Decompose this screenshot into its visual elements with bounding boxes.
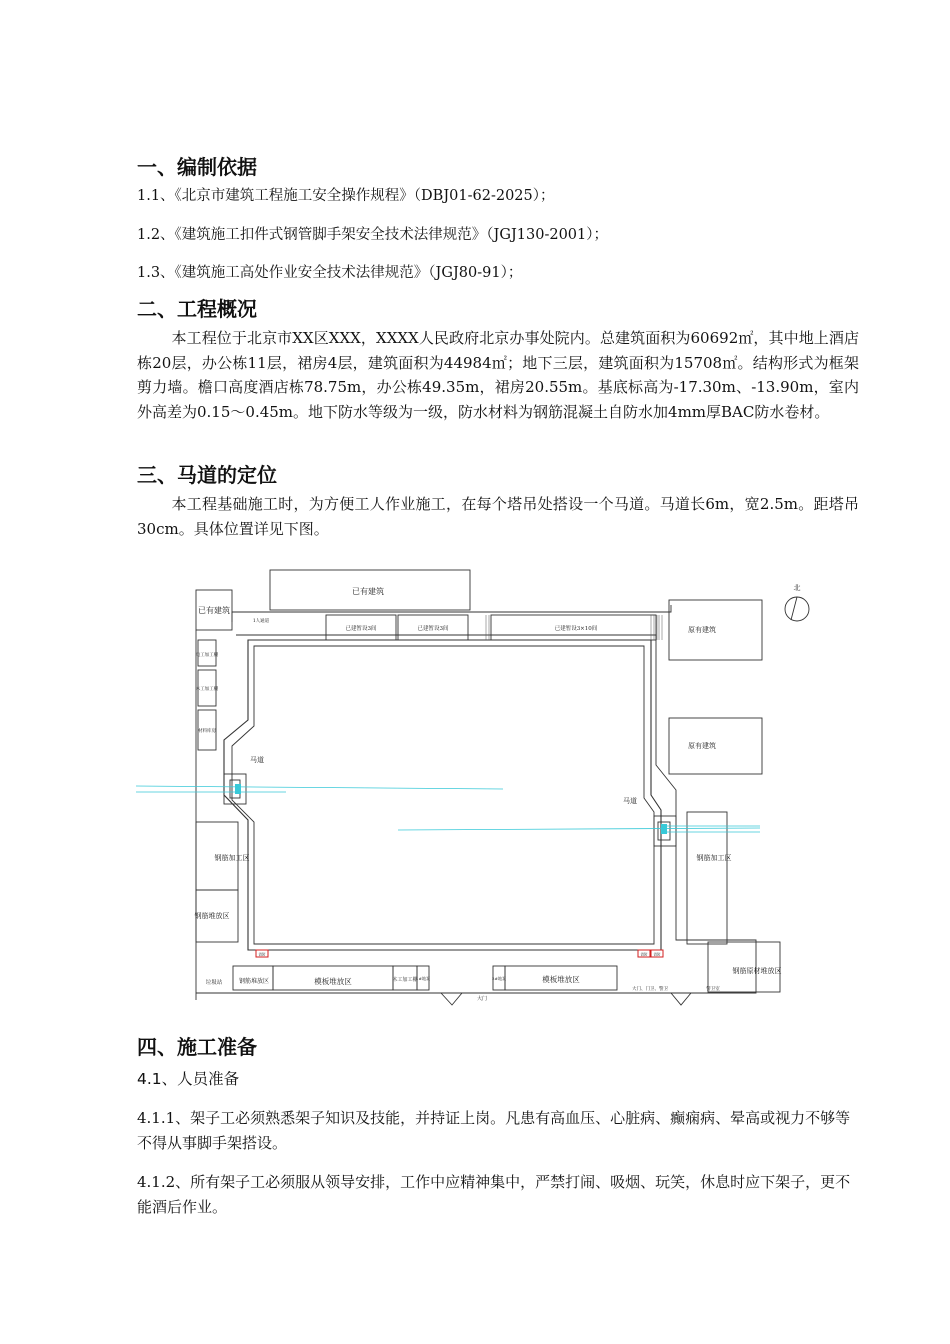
label-existing-top: 已有建筑 [352,587,384,596]
label-fire: 消防 [258,952,266,957]
reference-item: 1.3、《建筑施工高处作业安全技术法律规范》（JGJ80-91）； [137,265,523,281]
label-temp-3: 已建暂设3×10间 [554,626,598,632]
section-heading-overview: 二、工程概况 [137,297,257,321]
crane-jib-right [398,828,760,830]
reference-item: 1.2、《建筑施工扣件式钢管脚手架安全技术法律规范》（JGJ130-2001）； [137,227,608,243]
label-gate-guard: 大门、门卫、警卫 [632,987,668,992]
subsection-personnel: 4.1、人员准备 [137,1070,240,1088]
label-rebar-raw-right: 钢筋原材堆放区 [732,967,782,975]
label-pump-2: 2#地泵 [492,976,506,981]
label-garbage: 垃圾站 [205,980,223,986]
label-pump-1: 1#地泵 [416,976,430,981]
label-rebar-stack-left: 钢筋堆放区 [194,912,230,920]
section-heading-preparation: 四、施工准备 [137,1035,257,1059]
section-heading-basis: 一、编制依据 [137,155,257,179]
site-plan-drawing [136,560,801,1006]
overview-paragraph: 本工程位于北京市XX区XXX，XXXX人民政府北京办事处院内。总建筑面积为60692㎡，其中地上酒店栋20层，办公栋11层，裙房4层，建筑面积为44984㎡；地下三层，建筑面积为15708㎡。结构形式为框架剪力墙。檐口高度酒店栋78.75m，办公栋49.35m，裙房20.55m。基底标高为-17.30m、-13.90m，室内外高差为0.15～0.45m。地下防水等级为一级，防水材料为钢筋混凝土自防水加4mm厚BAC防水卷材。 [137,329,859,421]
preparation-item: 4.1.2、所有架子工必须服从领导安排，工作中应精神集中，严禁打闹、吸烟、玩笑，休息时应下架子，更不能酒后作业。 [137,1173,851,1216]
section-heading-ramp: 三、马道的定位 [137,463,277,487]
label-fire: 消防 [653,952,661,957]
reference-item: 1.1、《北京市建筑工程施工安全操作规程》（DBJ01-62-2025）； [137,188,555,204]
label-gate: 大门 [476,996,488,1002]
label-temp-2: 已建暂设3间 [417,626,449,632]
label-formwork-1: 模板堆放区 [314,977,352,986]
label-existing-left: 已有建筑 [198,606,230,615]
label-fire: 消防 [640,952,648,957]
label-original-1: 原有建筑 [688,626,716,634]
label-gate-small: 1人通道 [252,619,270,624]
label-left-box-3: 材料库房 [198,729,216,734]
label-formwork-2: 模板堆放区 [542,975,580,984]
label-guard: 警卫室 [706,987,720,992]
label-original-2: 原有建筑 [688,742,716,750]
label-north: 北 [793,584,801,592]
ramp-paragraph: 本工程基础施工时，为方便工人作业施工，在每个塔吊处搭设一个马道。马道长6m，宽2.5m。距塔吊30cm。具体位置详见下图。 [137,495,859,538]
label-rebar-process-left: 钢筋加工区 [214,854,250,862]
label-bottom-rebar: 钢筋堆放区 [238,978,270,985]
label-ramp-right: 马道 [623,797,637,805]
preparation-item: 4.1.1、架子工必须熟悉架子知识及技能，并持证上岗。凡患有高血压、心脏病、癫痫病、晕高或视力不够等不得从事脚手架搭设。 [137,1109,851,1152]
label-ramp-left: 马道 [250,756,264,764]
label-left-box-1: 电工加工棚 [195,653,219,658]
label-rebar-process-right: 钢筋加工区 [696,854,732,862]
crane-jib-left [136,786,503,789]
label-temp-1: 已建暂设3间 [345,626,377,632]
label-wood-shed: 木工加工棚 [392,977,418,983]
label-left-box-2: 木工加工棚 [195,687,219,692]
